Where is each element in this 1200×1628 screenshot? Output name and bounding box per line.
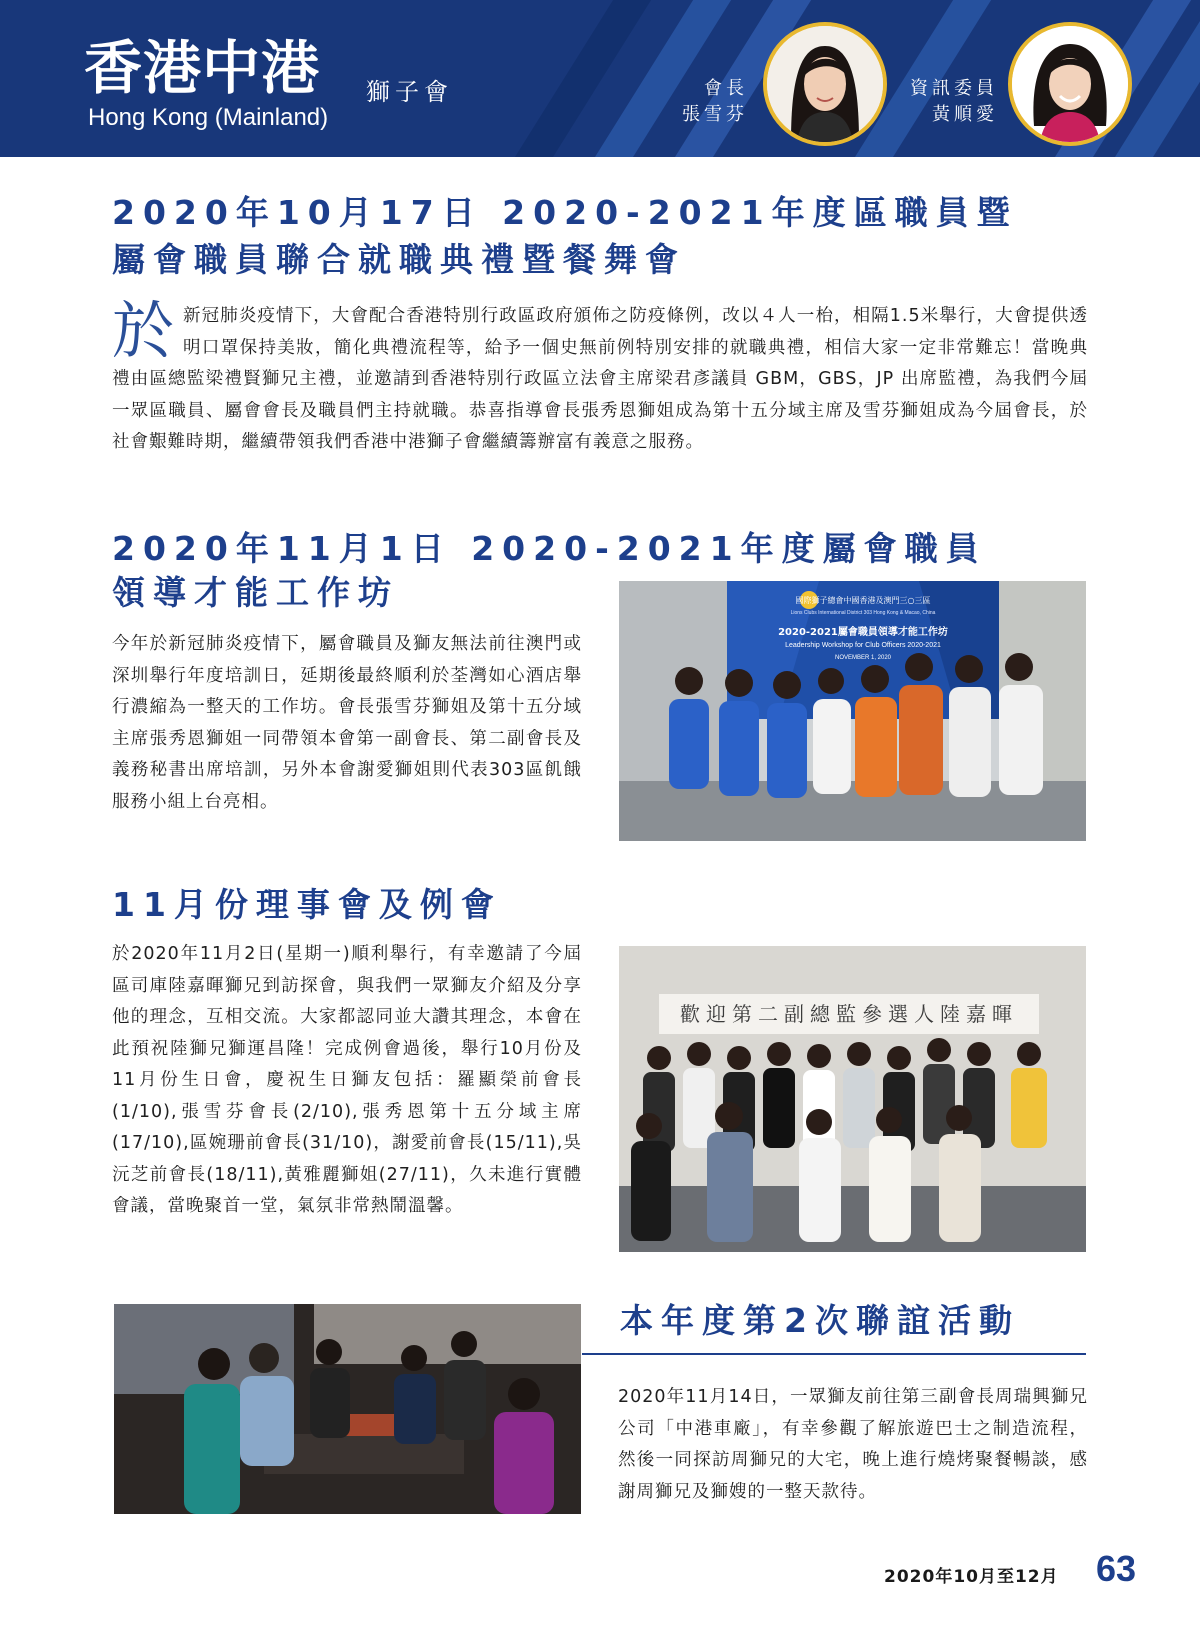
president-portrait	[763, 22, 887, 146]
heading-underline	[582, 1353, 1086, 1355]
section-body: 於2020年11月2日(星期一)順利舉行，有幸邀請了今屆區司庫陸嘉暉獅兄到訪探會，與我們一眾獅友介紹及分享他的理念，互相交流。大家都認同並大讚其理念，本會在此預祝陸獅兄獅運昌隆！完成例會過後，舉行10月份及11月份生日會，慶祝生日獅友包括：羅顯榮前會長(1/10),張雪芬會長(2/10),張秀恩第十五分域主席(17/10),區婉珊前會長(31/10)，謝愛前會長(15/11),吳沅芝前會長(18/11),黃雅麗獅姐(27/11)，久未進行實體會議，當晚聚首一堂，氣氛非常熱鬧溫馨。	[112, 944, 582, 1216]
section-heading: 本年度第2次聯誼活動	[620, 1301, 1020, 1340]
page-number: 63	[1096, 1548, 1137, 1589]
officer-role: 會長	[704, 78, 748, 99]
photo-banner-text: Leadership Workshop for Club Officers 2020-2021	[785, 642, 941, 649]
workshop-group-photo	[619, 581, 1086, 841]
section-body-text: 新冠肺炎疫情下，大會配合香港特別行政區政府頒佈之防疫條例，改以４人一枱，相隔1.5米舉行，大會提供透明口罩保持美妝，簡化典禮流程等，給予一個史無前例特別安排的就職典禮，相信大家一定非常難忘！當晚典禮由區總監梁禮賢獅兄主禮，並邀請到香港特別行政區立法會主席梁君彥議員 GBM，GBS，JP 出席監禮，為我們今屆一眾區職員、屬會會長及職員們主持就職。恭喜指導會長張秀恩獅姐成為第十五分域主席及雪芬獅姐成為今屆會長，於社會艱難時期，繼續帶領我們香港中港獅子會繼續籌辦富有義意之服務。	[112, 306, 1088, 452]
section-heading: 屬會職員聯合就職典禮暨餐舞會	[112, 240, 686, 279]
photo-banner-text: 歡迎第二副總監參選人陸嘉暉	[680, 1002, 1018, 1026]
officer-name: 張雪芬	[682, 104, 748, 125]
club-english-name: Hong Kong (Mainland)	[88, 104, 329, 131]
photo-banner-text: Lions Clubs International District 303 Hong Kong & Macao, China	[790, 610, 936, 616]
section-heading: 2020年10月17日 2020-2021年度區職員暨	[112, 193, 1018, 232]
club-suffix: 獅子會	[366, 78, 453, 106]
meeting-group-photo	[619, 946, 1086, 1252]
club-name: 香港中港	[84, 34, 321, 102]
officer-role: 資訊委員	[910, 78, 998, 99]
section-heading: 領導才能工作坊	[112, 573, 399, 612]
header-banner	[0, 0, 1200, 157]
officer-name: 黃順愛	[932, 104, 998, 125]
info-committee-portrait	[1008, 22, 1132, 146]
section-heading: 2020年11月1日 2020-2021年度屬會職員	[112, 529, 987, 568]
section-body: 2020年11月14日，一眾獅友前往第三副會長周瑞興獅兄公司「中港車廠」，有幸參觀了解旅遊巴士之制造流程，然後一同探訪周獅兄的大宅，晚上進行燒烤聚餐暢談，感謝周獅兄及獅嫂的一整天款待。	[618, 1387, 1088, 1502]
drop-cap: 於	[112, 294, 176, 367]
bbq-gathering-photo	[114, 1304, 581, 1514]
section-heading: 11月份理事會及例會	[112, 885, 502, 924]
issue-date-range: 2020年10月至12月	[884, 1567, 1059, 1587]
section-body: 今年於新冠肺炎疫情下，屬會職員及獅友無法前往澳門或深圳舉行年度培訓日，延期後最終順利於荃灣如心酒店舉行濃縮為一整天的工作坊。會長張雪芬獅姐及第十五分域主席張秀恩獅姐一同帶領本會第一副會長、第二副會長及義務秘書出席培訓，另外本會謝愛獅姐則代表303區飢餓服務小組上台亮相。	[112, 634, 582, 812]
photo-banner-text: 2020-2021屬會職員領導才能工作坊	[778, 627, 948, 638]
section-body	[112, 294, 1088, 459]
photo-banner-text: 國際獅子總會中國香港及澳門三○三區	[795, 596, 931, 605]
officer-info-committee	[880, 76, 998, 128]
officer-president	[662, 76, 748, 128]
photo-banner-text: NOVEMBER 1, 2020	[834, 655, 892, 661]
